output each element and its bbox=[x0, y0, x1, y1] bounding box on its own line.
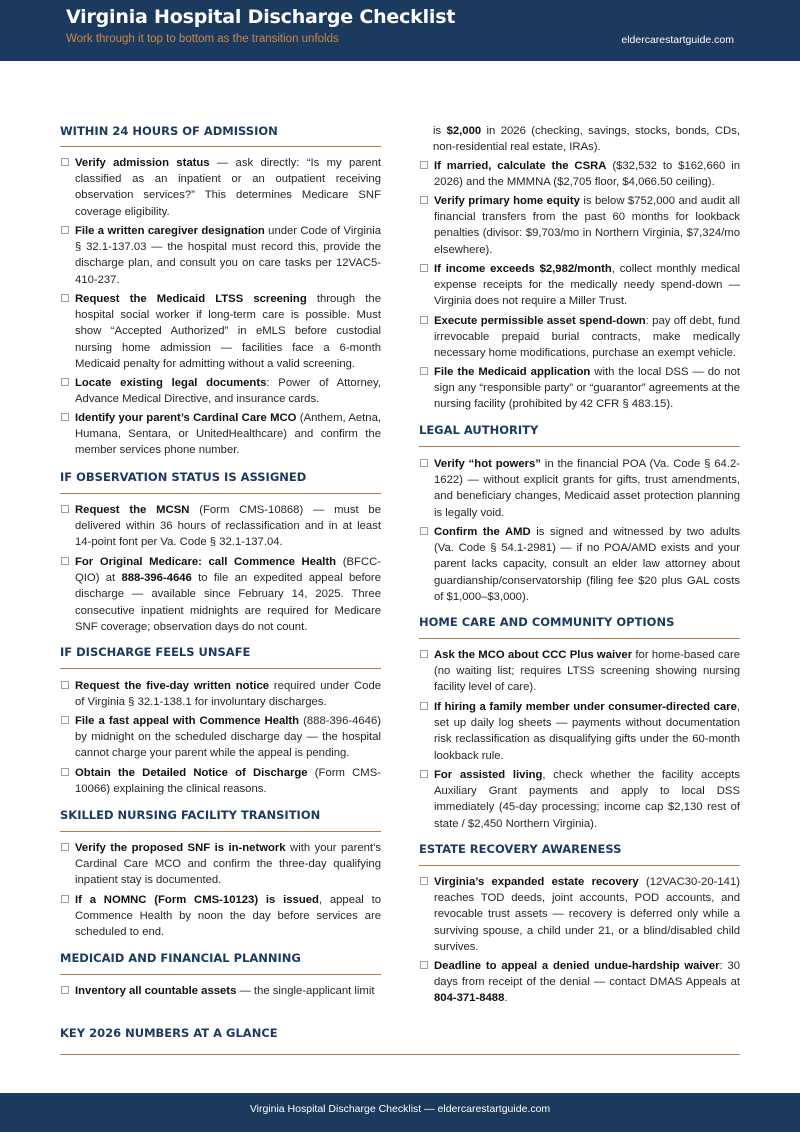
item-text: is below $752,000 and audit all financial transfers from the past 60 months for lookback penalties (divisor: $9,703/mo in Northern Virginia, $7,324/mo elsewhere). bbox=[434, 195, 741, 256]
checklist-item[interactable] bbox=[419, 874, 740, 955]
item-lead: Locate existing legal documents bbox=[75, 377, 267, 389]
item-text: — the single-applicant limit bbox=[236, 985, 375, 997]
checklist-item[interactable] bbox=[419, 313, 740, 362]
asset-limit: $2,000 bbox=[446, 125, 482, 137]
item-lead: If income exceeds $2,982/month bbox=[434, 263, 612, 275]
section-divider bbox=[60, 668, 381, 669]
item-text: . bbox=[504, 992, 508, 1005]
item-text: through the hospital social worker if long-term care is possible. Must show “Accepted Authorized” in eMLS before custodial nursing home admission — facilities face a 6-month Medicaid penalty for admitting without a valid screening. bbox=[75, 293, 381, 370]
item-text: in the financial POA (Va. Code § 64.2-1622) — without explicit grants for gifts, trust amendments, and beneficiary changes, Medicaid asset protection planning is legally void. bbox=[434, 458, 740, 519]
checklist-item[interactable] bbox=[419, 261, 740, 310]
section-title-observation: IF OBSERVATION STATUS IS ASSIGNED bbox=[60, 470, 307, 484]
checkbox[interactable] bbox=[61, 413, 69, 421]
header-site-link[interactable]: eldercarestartguide.com bbox=[621, 34, 734, 46]
checkbox[interactable] bbox=[420, 264, 428, 272]
item-text: under Code of Virginia § 32.1-137.03 — the hospital must record this, provide the discharge plan, and consult you on care tasks per 12VAC5-410-237. bbox=[75, 225, 381, 286]
item-lead: If married, calculate the CSRA bbox=[434, 160, 607, 172]
item-text: : 30 days from receipt of the denial — contact DMAS Appeals at bbox=[434, 960, 741, 989]
checkbox[interactable] bbox=[61, 843, 69, 851]
page-subtitle: Work through it top to bottom as the transition unfolds bbox=[66, 33, 339, 45]
item-text: for home-based care (no waiting list; requires LTSS screening showing nursing facility level of care). bbox=[434, 649, 740, 694]
section-divider bbox=[419, 638, 740, 639]
item-text: with the local DSS — do not sign any “responsible party” or “guarantor” agreements at the nursing facility (prohibited by 42 CFR § 483.15). bbox=[434, 366, 740, 411]
item-text: (888-396-4646) by midnight on the scheduled discharge day — the hospital cannot charge your parent while the appeal is pending. bbox=[75, 715, 382, 760]
checkbox[interactable] bbox=[61, 895, 69, 903]
item-text: , appeal to Commence Health by noon the day before services are scheduled to end. bbox=[75, 894, 381, 939]
section-title-unsafe: IF DISCHARGE FEELS UNSAFE bbox=[60, 645, 251, 659]
checklist-item[interactable] bbox=[60, 765, 381, 797]
item-text: : pay off debt, fund irrevocable prepaid burial contracts, make medically necessary home modifications, purchase an exempt vehicle. bbox=[434, 315, 740, 360]
checkbox[interactable] bbox=[420, 196, 428, 204]
item-text: to file an expedited appeal before discharge — available since February 14, 2025. Three consecutive inpatient midnights are required for Medicare SNF coverage; observation days do not count. bbox=[75, 572, 381, 633]
item-text: (BFCC-QIO) at bbox=[75, 556, 381, 585]
checkbox[interactable] bbox=[420, 316, 428, 324]
item-text: , set up daily log sheets — payments without documentation risk reclassification as disqualifying gifts under the 60-month lookback rule. bbox=[434, 701, 740, 762]
section-title-medicaid: MEDICAID AND FINANCIAL PLANNING bbox=[60, 951, 301, 965]
item-lead: Obtain the Detailed Notice of Discharge bbox=[75, 767, 308, 779]
checkbox[interactable] bbox=[61, 986, 69, 994]
checkbox[interactable] bbox=[420, 161, 428, 169]
checkbox[interactable] bbox=[61, 681, 69, 689]
checkbox[interactable] bbox=[61, 716, 69, 724]
checkbox[interactable] bbox=[420, 650, 428, 658]
item-text: (Form CMS-10066) explaining the clinical reasons. bbox=[75, 767, 381, 796]
section-divider bbox=[419, 446, 740, 447]
checklist-item[interactable] bbox=[419, 767, 740, 832]
checklist-item[interactable] bbox=[419, 456, 740, 521]
checkbox[interactable] bbox=[61, 768, 69, 776]
checklist-item[interactable] bbox=[60, 155, 381, 220]
checklist-item[interactable] bbox=[60, 375, 381, 407]
checklist-item[interactable] bbox=[60, 892, 381, 941]
item-lead: File the Medicaid application bbox=[434, 366, 591, 378]
checkbox[interactable] bbox=[420, 702, 428, 710]
footer-text: Virginia Hospital Discharge Checklist — eldercarestartguide.com bbox=[249, 1103, 551, 1115]
checkbox[interactable] bbox=[61, 158, 69, 166]
page-header bbox=[0, 0, 800, 61]
item-text: required under Code of Virginia § 32.1-138.1 for involuntary discharges. bbox=[75, 680, 382, 709]
section-title-estate: ESTATE RECOVERY AWARENESS bbox=[419, 842, 622, 856]
section-title-snf: SKILLED NURSING FACILITY TRANSITION bbox=[60, 808, 321, 822]
item-lead: Confirm the AMD bbox=[434, 526, 531, 538]
checkbox[interactable] bbox=[420, 367, 428, 375]
checkbox[interactable] bbox=[420, 770, 428, 778]
item-text: , check whether the facility accepts Auxiliary Grant payments and apply to local DSS immediately (45-day processing; income cap $2,130 rest of state / $2,450 Northern Virginia). bbox=[434, 769, 740, 830]
item-text: (12VAC30-20-141) reaches TOD deeds, joint accounts, POD accounts, and revocable trust assets — recovery is deferred only while a surviving spouse, a child under 21, or a blind/disabled child survives. bbox=[434, 876, 740, 953]
checkbox[interactable] bbox=[61, 505, 69, 513]
checklist-item[interactable] bbox=[60, 291, 381, 372]
checkbox[interactable] bbox=[420, 877, 428, 885]
section-title-home-care: HOME CARE AND COMMUNITY OPTIONS bbox=[419, 615, 675, 629]
section-divider bbox=[60, 493, 381, 494]
checklist-item[interactable] bbox=[419, 524, 740, 605]
item-lead: Verify the proposed SNF is in-network bbox=[75, 842, 286, 854]
item-text: with your parent’s Cardinal Care MCO and confirm the three-day qualifying inpatient stay is documented. bbox=[75, 842, 381, 887]
item-continuation bbox=[419, 123, 740, 155]
page-footer bbox=[0, 1093, 800, 1132]
checklist-item[interactable] bbox=[60, 983, 381, 999]
checkbox[interactable] bbox=[420, 459, 428, 467]
checklist-item[interactable] bbox=[60, 554, 381, 635]
item-text: , collect monthly medical expense receipts for the medically needy spend-down — Virginia does not require a Miller Trust. bbox=[434, 263, 740, 308]
item-lead: File a fast appeal with Commence Health bbox=[75, 715, 300, 727]
checkbox[interactable] bbox=[61, 378, 69, 386]
section-divider bbox=[60, 146, 381, 147]
section-title-legal: LEGAL AUTHORITY bbox=[419, 423, 539, 437]
section-title-admission: WITHIN 24 HOURS OF ADMISSION bbox=[60, 124, 278, 138]
section-divider bbox=[60, 1054, 740, 1055]
item-lead: Execute permissible asset spend-down bbox=[434, 315, 646, 327]
section-divider bbox=[60, 831, 381, 832]
checklist-item[interactable] bbox=[419, 193, 740, 258]
item-lead: File a written caregiver designation bbox=[75, 225, 265, 237]
checklist-item[interactable] bbox=[419, 158, 740, 190]
item-lead: If hiring a family member under consumer-directed care bbox=[434, 701, 737, 713]
item-text: ($32,532 to $162,660 in 2026) and the MMMNA ($2,705 floor, $4,066.50 ceiling). bbox=[434, 160, 740, 189]
checkbox[interactable] bbox=[61, 294, 69, 302]
checklist-item[interactable] bbox=[60, 840, 381, 889]
checklist-item[interactable] bbox=[419, 647, 740, 696]
checkbox[interactable] bbox=[61, 226, 69, 234]
item-lead: Request the MCSN bbox=[75, 504, 190, 516]
key-numbers-title: KEY 2026 NUMBERS AT A GLANCE bbox=[60, 1026, 278, 1040]
section-divider bbox=[419, 865, 740, 866]
checkbox[interactable] bbox=[420, 961, 428, 969]
item-text: is bbox=[433, 125, 447, 137]
item-lead: Request the five-day written notice bbox=[75, 680, 270, 692]
checklist-item[interactable] bbox=[60, 223, 381, 288]
item-text: in 2026 (checking, savings, stocks, bonds, CDs, non-residential real estate, IRAs). bbox=[433, 125, 740, 154]
checklist-item[interactable] bbox=[60, 713, 381, 762]
item-lead: For assisted living bbox=[434, 769, 543, 781]
item-lead: If a NOMNC (Form CMS-10123) is issued bbox=[75, 894, 319, 906]
checkbox[interactable] bbox=[61, 557, 69, 565]
checklist-item[interactable] bbox=[419, 699, 740, 764]
item-text: (Form CMS-10868) — must be delivered within 36 hours of reclassification and in at least 14-point font per Va. Code § 32.1-137.04. bbox=[75, 504, 381, 549]
checklist-item[interactable] bbox=[419, 364, 740, 413]
item-lead: Identify your parent’s Cardinal Care MCO bbox=[75, 412, 297, 424]
checklist-item[interactable] bbox=[60, 678, 381, 710]
phone-number: 804-371-8488 bbox=[434, 992, 505, 1005]
item-lead: Verify “hot powers” bbox=[434, 458, 541, 470]
checklist-item[interactable] bbox=[60, 502, 381, 551]
item-text: is signed and witnessed by two adults (Va. Code § 54.1-2981) — if no POA/AMD exists and your parent lacks capacity, consult an elder law attorney about guardianship/conservatorship (filing fee $20 plus GAL costs of $1,000–$3,000). bbox=[434, 526, 740, 603]
checklist-item[interactable] bbox=[419, 958, 740, 1007]
item-text: (Anthem, Aetna, Humana, Sentara, or UnitedHealthcare) and confirm the member services phone number. bbox=[75, 412, 382, 457]
page-title: Virginia Hospital Discharge Checklist bbox=[66, 6, 456, 28]
item-lead: Verify admission status bbox=[75, 157, 210, 169]
item-text: : Power of Attorney, Advance Medical Directive, and insurance cards. bbox=[75, 377, 381, 406]
checklist-item[interactable] bbox=[60, 410, 381, 459]
item-lead: Verify primary home equity bbox=[434, 195, 580, 207]
item-text: — ask directly: “Is my parent classified as an inpatient or an outpatient receiving observation services?” This determines Medicare SNF coverage eligibility. bbox=[75, 157, 381, 218]
item-lead: Ask the MCO about CCC Plus waiver bbox=[434, 649, 633, 661]
item-lead: Request the Medicaid LTSS screening bbox=[75, 293, 307, 305]
item-lead: Deadline to appeal a denied undue-hardship waiver bbox=[434, 960, 720, 972]
checkbox[interactable] bbox=[420, 527, 428, 535]
section-divider bbox=[60, 974, 381, 975]
phone-number: 888-396-4646 bbox=[121, 572, 192, 585]
item-lead: Virginia’s expanded estate recovery bbox=[434, 876, 639, 888]
item-lead: For Original Medicare: call Commence Health bbox=[75, 556, 337, 568]
item-lead: Inventory all countable assets bbox=[75, 985, 237, 997]
